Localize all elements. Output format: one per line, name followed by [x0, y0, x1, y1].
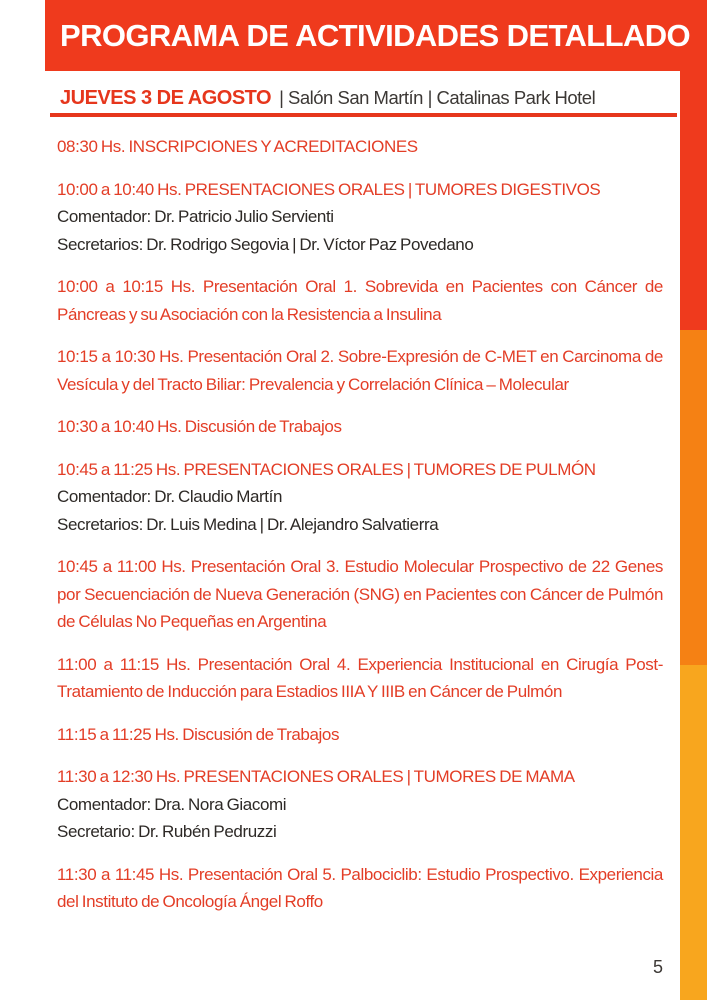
- schedule-item-session: 11:30 a 12:30 Hs. PRESENTACIONES ORALES | TUMORES DE MAMA: [57, 767, 575, 786]
- schedule-item-session: 10:45 a 11:25 Hs. PRESENTACIONES ORALES | TUMORES DE PULMÓN: [57, 459, 596, 479]
- schedule-item-person: Secretarios: Dr. Luis Medina | Dr. Alejandro Salvatierra: [57, 514, 439, 534]
- side-strip: [680, 0, 707, 1000]
- schedule-item-person: Secretarios: Dr. Rodrigo Segovia | Dr. Víctor Paz Povedano: [57, 234, 474, 254]
- schedule-item-person: Comentador: Dra. Nora Giacomi: [57, 794, 287, 814]
- schedule-item-talk: 10:45 a 11:00 Hs. Presentación Oral 3. Estudio Molecular Prospectivo de 22 Genes por Secuenciación de Nueva Generación (SNG) en Pacientes con Cáncer de Pulmón de Células No Pequeñas en Argentina: [57, 557, 663, 631]
- schedule-item-talk: 11:00 a 11:15 Hs. Presentación Oral 4. Experiencia Institucional en Cirugía Post-Tratamiento de Inducción para Estadios IIIA Y IIIB en Cáncer de Pulmón: [57, 654, 663, 701]
- page-number: 5: [652, 957, 663, 977]
- schedule-item-talk: 10:30 a 10:40 Hs. Discusión de Trabajos: [57, 417, 342, 436]
- side-strip-amber-segment: [680, 665, 707, 1000]
- event-venue: | Salón San Martín | Catalinas Park Hotel: [279, 87, 596, 108]
- schedule-item-talk: 10:00 a 10:15 Hs. Presentación Oral 1. Sobrevida en Pacientes con Cáncer de Páncreas y su Asociación con la Resistencia a Insulina: [57, 277, 663, 324]
- schedule-item-talk: 10:15 a 10:30 Hs. Presentación Oral 2. Sobre-Expresión de C-MET en Carcinoma de Vesícula y del Tracto Biliar: Prevalencia y Correlación Clínica – Molecular: [57, 347, 663, 394]
- event-date: JUEVES 3 DE AGOSTO: [60, 87, 272, 109]
- schedule-item-talk: 11:30 a 11:45 Hs. Presentación Oral 5. Palbociclib: Estudio Prospectivo. Experiencia del Instituto de Oncología Ángel Roffo: [57, 864, 663, 911]
- page-title: PROGRAMA DE ACTIVIDADES DETALLADO: [60, 17, 691, 53]
- schedule-item-person: Comentador: Dr. Claudio Martín: [57, 487, 282, 506]
- schedule-list: [57, 133, 663, 916]
- schedule-item-talk: 11:15 a 11:25 Hs. Discusión de Trabajos: [57, 724, 340, 744]
- schedule-item-person: Secretario: Dr. Rubén Pedruzzi: [57, 822, 277, 841]
- header-divider: [50, 113, 677, 117]
- schedule-item-person: Comentador: Dr. Patricio Julio Servienti: [57, 207, 334, 226]
- schedule-item-session: 10:00 a 10:40 Hs. PRESENTACIONES ORALES | TUMORES DIGESTIVOS: [57, 179, 601, 199]
- event-subheader: [60, 87, 595, 110]
- schedule-item-session: 08:30 Hs. INSCRIPCIONES Y ACREDITACIONES: [57, 137, 418, 156]
- side-strip-orange-segment: [680, 330, 707, 665]
- header-band: [45, 0, 707, 71]
